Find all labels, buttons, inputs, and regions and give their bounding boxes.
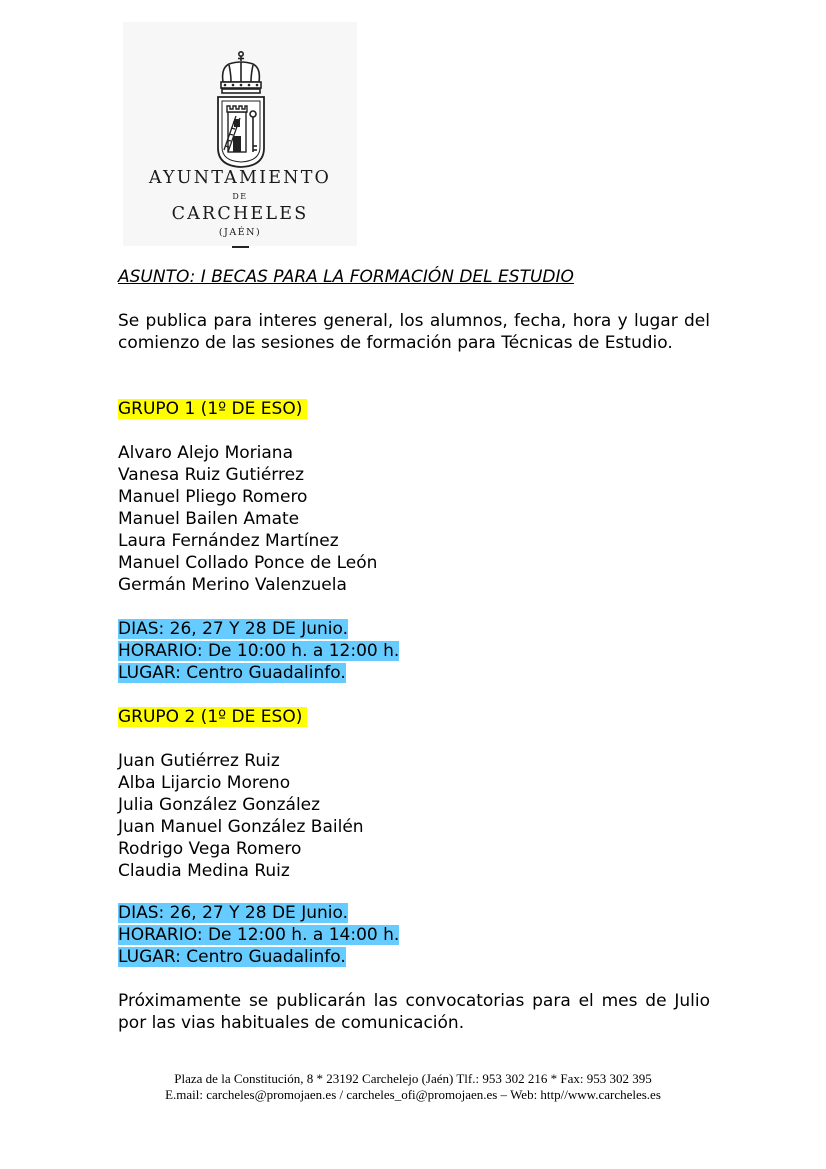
list-item: Vanesa Ruiz Gutiérrez — [118, 465, 304, 485]
list-item: Manuel Collado Ponce de León — [118, 553, 378, 573]
list-item: Manuel Bailen Amate — [118, 509, 300, 529]
group-1-title-text: GRUPO 1 (1º DE ESO) — [118, 399, 307, 419]
list-item: Rodrigo Vega Romero — [118, 839, 302, 859]
letterhead-line-4: (JAÉN) — [218, 227, 262, 238]
footer-address: Plaza de la Constitución, 8 * 23192 Carchelejo (Jaén) Tlf.: 953 302 216 * Fax: 953 302 395 — [174, 1071, 652, 1086]
list-item: Juan Gutiérrez Ruiz — [118, 751, 280, 771]
group-2-title — [118, 706, 710, 728]
footer-contact: E.mail: carcheles@promojaen.es / carcheles_ofi@promojaen.es – Web: http//www.carcheles.es — [165, 1087, 661, 1102]
list-item: Alba Lijarcio Moreno — [118, 773, 291, 793]
list-item: Manuel Pliego Romero — [118, 487, 308, 507]
list-item: Juan Manuel González Bailén — [118, 817, 364, 837]
list-item: Julia González González — [118, 795, 321, 815]
group-1-schedule — [118, 618, 710, 684]
footer — [0, 1071, 826, 1103]
intro-paragraph: Se publica para interes general, los alumnos, fecha, hora y lugar del comienzo de las sesiones de formación para Técnicas de Estudio. — [118, 311, 710, 353]
group-2-horario: HORARIO: De 12:00 h. a 14:00 h. — [118, 925, 400, 945]
letterhead-line-2: DE — [232, 192, 248, 201]
group-1-horario: HORARIO: De 10:00 h. a 12:00 h. — [118, 641, 400, 661]
list-item: Alvaro Alejo Moriana — [118, 443, 293, 463]
group-2-lugar: LUGAR: Centro Guadalinfo. — [118, 947, 346, 967]
subject-heading: ASUNTO: I BECAS PARA LA FORMACIÓN DEL ESTUDIO — [118, 267, 574, 287]
list-item: Germán Merino Valenzuela — [118, 575, 347, 595]
group-2-student-list — [118, 750, 710, 882]
list-item: Claudia Medina Ruiz — [118, 861, 290, 881]
letterhead-rule — [232, 246, 249, 248]
group-1-student-list — [118, 442, 710, 596]
group-1-title — [118, 398, 710, 420]
group-2-dias: DIAS: 26, 27 Y 28 DE Junio. — [118, 903, 348, 923]
group-2-title-text: GRUPO 2 (1º DE ESO) — [118, 707, 307, 727]
list-item: Laura Fernández Martínez — [118, 531, 339, 551]
letterhead-line-1: AYUNTAMIENTO — [148, 168, 332, 188]
closing-paragraph: Próximamente se publicarán las convocatorias para el mes de Julio por las vias habituales de comunicación. — [118, 991, 710, 1033]
group-2-schedule — [118, 902, 710, 968]
letterhead-line-3: CARCHELES — [171, 204, 309, 224]
group-1-dias: DIAS: 26, 27 Y 28 DE Junio. — [118, 619, 348, 639]
coat-of-arms-icon — [215, 50, 267, 168]
group-1-lugar: LUGAR: Centro Guadalinfo. — [118, 663, 346, 683]
letterhead — [123, 22, 357, 246]
